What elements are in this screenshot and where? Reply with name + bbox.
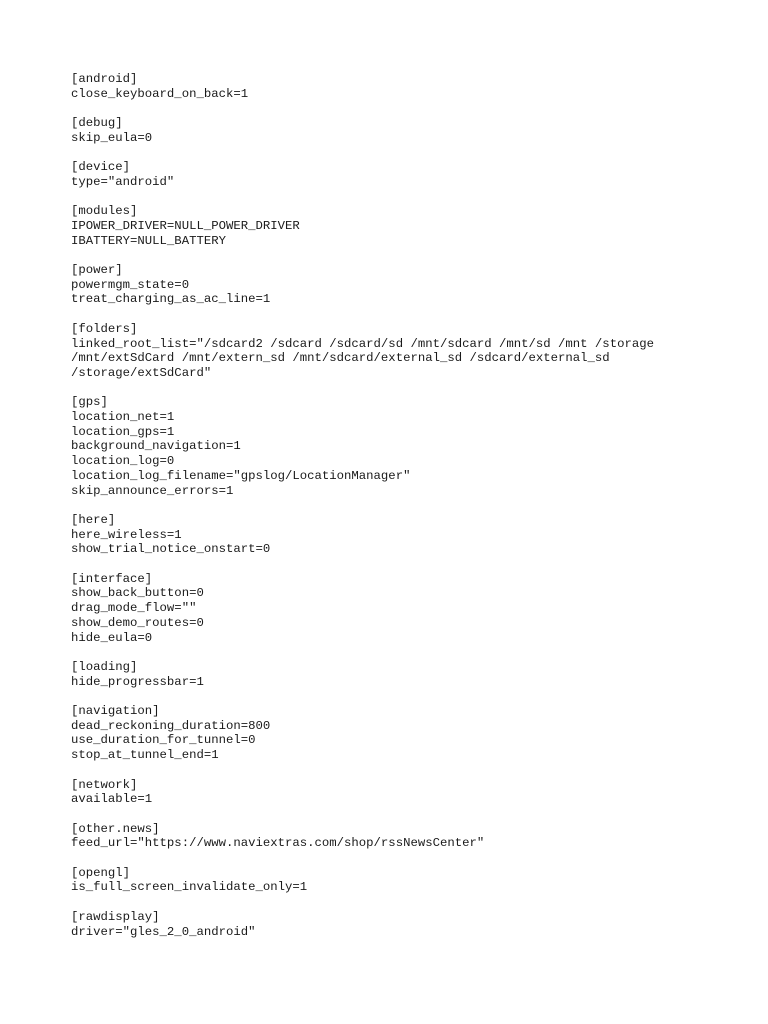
config-section bbox=[71, 322, 751, 381]
section-header: [here] bbox=[71, 512, 116, 527]
config-section bbox=[71, 866, 751, 895]
section-header: [other.news] bbox=[71, 821, 160, 836]
section-header: [gps] bbox=[71, 395, 108, 410]
config-entry: IPOWER_DRIVER=NULL_POWER_DRIVER bbox=[71, 218, 300, 233]
config-entry: /mnt/extSdCard /mnt/extern_sd /mnt/sdcard/external_sd /sdcard/external_sd bbox=[71, 351, 610, 366]
config-section bbox=[71, 704, 751, 763]
config-section bbox=[71, 822, 751, 851]
section-header: [android] bbox=[71, 72, 138, 86]
section-header: [navigation] bbox=[71, 704, 160, 719]
config-section bbox=[71, 513, 751, 557]
config-section bbox=[71, 116, 751, 145]
config-entry: dead_reckoning_duration=800 bbox=[71, 718, 271, 733]
config-entry: hide_eula=0 bbox=[71, 630, 153, 645]
config-entry: linked_root_list="/sdcard2 /sdcard /sdcard/sd /mnt/sdcard /mnt/sd /mnt /storage bbox=[71, 336, 654, 351]
config-entry: stop_at_tunnel_end=1 bbox=[71, 748, 219, 763]
config-section bbox=[71, 910, 751, 939]
config-entry: show_demo_routes=0 bbox=[71, 615, 204, 630]
config-section bbox=[71, 660, 751, 689]
config-entry: IBATTERY=NULL_BATTERY bbox=[71, 233, 226, 248]
config-entry: /storage/extSdCard" bbox=[71, 365, 212, 380]
config-entry: skip_eula=0 bbox=[71, 130, 153, 145]
config-entry: is_full_screen_invalidate_only=1 bbox=[71, 880, 308, 895]
section-header: [debug] bbox=[71, 116, 123, 131]
config-entry: powermgm_state=0 bbox=[71, 277, 190, 292]
section-header: [device] bbox=[71, 160, 131, 175]
config-entry: use_duration_for_tunnel=0 bbox=[71, 733, 256, 748]
config-entry: show_trial_notice_onstart=0 bbox=[71, 542, 271, 557]
section-header: [power] bbox=[71, 263, 123, 278]
config-entry: type="android" bbox=[71, 174, 175, 189]
config-section bbox=[71, 204, 751, 248]
section-header: [modules] bbox=[71, 204, 138, 219]
config-section bbox=[71, 160, 751, 189]
section-header: [folders] bbox=[71, 321, 138, 336]
config-entry: here_wireless=1 bbox=[71, 527, 182, 542]
config-section bbox=[71, 263, 751, 307]
config-section bbox=[71, 572, 751, 646]
config-entry: location_log_filename="gpslog/LocationManager" bbox=[71, 468, 411, 483]
section-header: [loading] bbox=[71, 659, 138, 674]
config-entry: location_log=0 bbox=[71, 454, 175, 469]
config-entry: close_keyboard_on_back=1 bbox=[71, 86, 249, 101]
config-section bbox=[71, 778, 751, 807]
config-entry: driver="gles_2_0_android" bbox=[71, 924, 256, 939]
config-document bbox=[71, 72, 751, 954]
config-entry: background_navigation=1 bbox=[71, 439, 241, 454]
config-entry: drag_mode_flow="" bbox=[71, 601, 197, 616]
config-entry: skip_announce_errors=1 bbox=[71, 483, 234, 498]
config-entry: available=1 bbox=[71, 792, 153, 807]
config-entry: show_back_button=0 bbox=[71, 586, 204, 601]
section-header: [opengl] bbox=[71, 865, 131, 880]
section-header: [interface] bbox=[71, 571, 153, 586]
config-entry: location_net=1 bbox=[71, 410, 175, 425]
config-entry: treat_charging_as_ac_line=1 bbox=[71, 292, 271, 307]
config-entry: hide_progressbar=1 bbox=[71, 674, 204, 689]
section-header: [rawdisplay] bbox=[71, 909, 160, 924]
section-header: [network] bbox=[71, 777, 138, 792]
config-section bbox=[71, 395, 751, 498]
config-entry: feed_url="https://www.naviextras.com/shop/rssNewsCenter" bbox=[71, 836, 485, 851]
config-section bbox=[71, 72, 751, 101]
config-entry: location_gps=1 bbox=[71, 424, 175, 439]
